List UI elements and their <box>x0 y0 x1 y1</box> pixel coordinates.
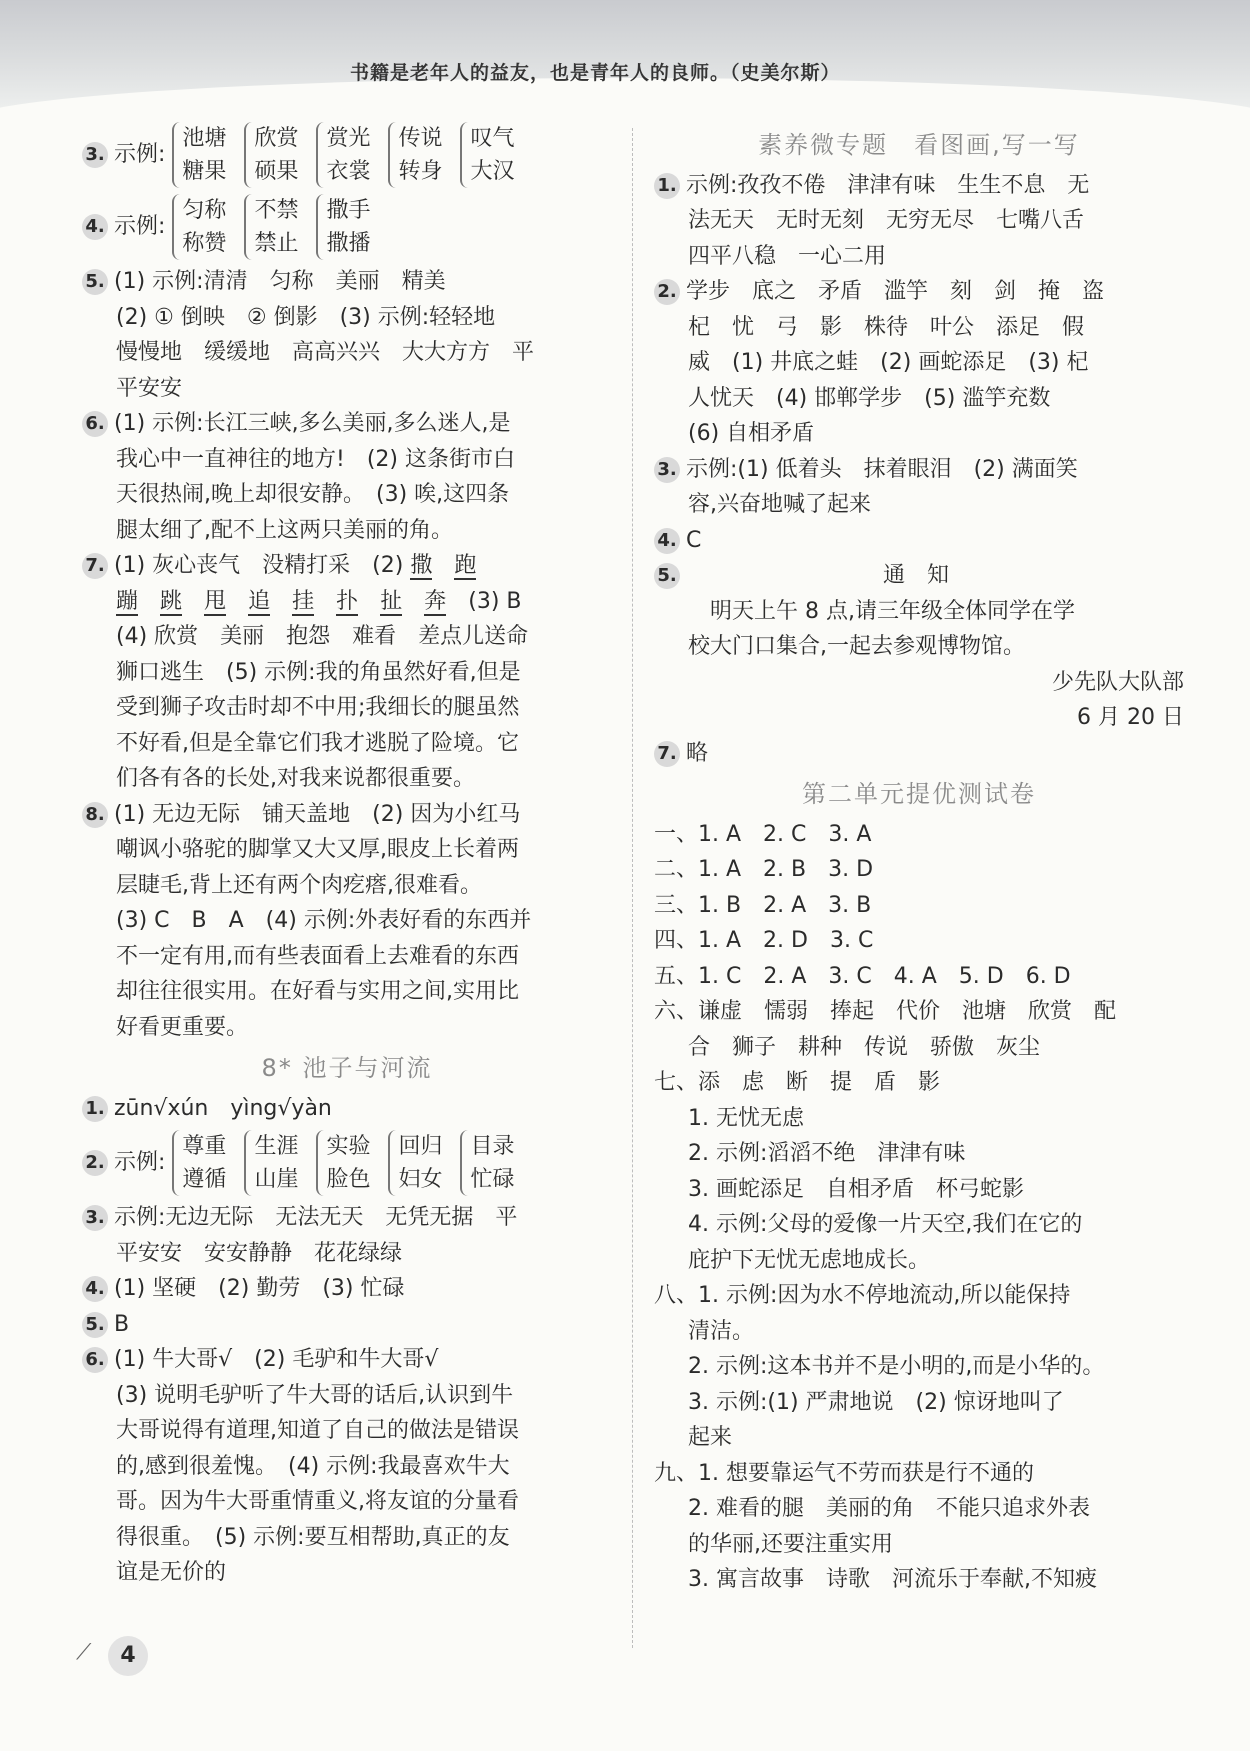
answer-line: 平安安 安安静静 花花绿绿 <box>116 1240 403 1266</box>
question-number: 7. <box>654 741 680 767</box>
answer-line: 不好看,但是全靠它们我才逃脱了险境。它 <box>116 730 519 756</box>
question-5 <box>82 264 612 406</box>
answer-line: 示例:无边无际 无法无天 无凭无据 平 <box>114 1205 518 1230</box>
answer-line: 的华丽,还要注重实用 <box>688 1531 893 1557</box>
word-pair: 目录 忙碌 <box>460 1130 514 1196</box>
notice-body-line: 明天上午 8 点,请三年级全体同学在学 <box>710 598 1075 624</box>
topic-question-5 <box>654 558 1184 736</box>
question-number: 8. <box>82 802 108 828</box>
answer-line: 人忧天 (4) 邯郸学步 (5) 滥竽充数 <box>688 385 1051 411</box>
question-number: 4. <box>82 214 108 240</box>
answer-line: 容,兴奋地喊了起来 <box>688 492 871 517</box>
notice-date: 6 月 20 日 <box>1077 705 1184 730</box>
word-pair: 回归 妇女 <box>388 1130 442 1196</box>
answer-line: (1) 坚硬 (2) 勤劳 (3) 忙碌 <box>114 1276 405 1301</box>
answer-line: 平安安 <box>116 375 183 401</box>
word-pair: 传说 转身 <box>388 122 442 188</box>
question-number: 2. <box>82 1150 108 1176</box>
test-section: 五、1. C 2. A 3. C 4. A 5. D 6. D <box>654 963 1071 989</box>
answer-line: (1) 灰心丧气 没精打采 (2) <box>114 553 404 578</box>
question-number: 5. <box>82 269 108 295</box>
question-number: 6. <box>82 411 108 437</box>
header-quote: 书籍是老年人的益友，也是青年人的良师。（史美尔斯） <box>350 62 841 84</box>
answer-line: 大哥说得有道理,知道了自己的做法是错误 <box>116 1418 519 1443</box>
page-number-decoration-icon: ⟋ <box>76 1640 92 1665</box>
answer-line: 法无天 无时无刻 无穷无尽 七嘴八舌 <box>688 208 1085 233</box>
test-section-six: 六、谦虚 懦弱 捧起 代价 池塘 欣赏 配 合 狮子 耕种 传说 骄傲 灰尘 <box>654 994 1184 1065</box>
answer-line: B <box>114 1311 130 1337</box>
answer-line: 学步 底之 矛盾 滥竽 刻 剑 掩 盗 <box>686 279 1105 304</box>
answer-line: 层睫毛,背上还有两个肉疙瘩,很难看。 <box>116 872 482 898</box>
right-column <box>654 122 1184 1598</box>
answer-line: 狮口逃生 (5) 示例:我的角虽然好看,但是 <box>116 659 521 685</box>
word-pair: 匀称 称赞 <box>172 194 226 260</box>
topic-question-2 <box>654 274 1184 452</box>
answer-line: 天很热闹,晚上却很安静。 (3) 唉,这四条 <box>116 482 510 507</box>
answer-line: 嘲讽小骆驼的脚掌又大又厚,眼皮上长着两 <box>116 837 519 862</box>
answer-line: (1) 示例:长江三峡,多么美丽,多么迷人,是 <box>114 411 511 436</box>
answer-line: 示例:孜孜不倦 津津有味 生生不息 无 <box>686 172 1090 198</box>
answer-line: (1) 示例:清清 匀称 美丽 精美 <box>114 269 446 294</box>
topic-question-1 <box>654 168 1184 275</box>
question-number: 1. <box>82 1096 108 1122</box>
question-number: 5. <box>82 1312 108 1338</box>
question-number: 4. <box>654 528 680 554</box>
answer-line: 2. 难看的腿 美丽的角 不能只追求外表 <box>688 1496 1090 1521</box>
test-section: 四、1. A 2. D 3. C <box>654 928 874 953</box>
answer-line: 的,感到很羞愧。 (4) 示例:我最喜欢牛大 <box>116 1453 510 1479</box>
word-pair: 叹气 大汉 <box>460 122 514 188</box>
topic-title: 素养微专题 看图画,写一写 <box>758 131 1080 159</box>
answer-line: 起来 <box>688 1425 733 1450</box>
answer-line: 3. 示例:(1) 严肃地说 (2) 惊讶地叫了 <box>688 1389 1064 1415</box>
answer-line: 得很重。 (5) 示例:要互相帮助,真正的友 <box>116 1524 510 1550</box>
page-number: 4 <box>108 1636 148 1676</box>
topic-question-3 <box>654 452 1184 523</box>
column-divider <box>632 128 633 1648</box>
pinyin-answer: zūn√xún yìng√yàn <box>114 1095 332 1121</box>
answer-line: (3) C B A (4) 示例:外表好看的东西并 <box>116 908 532 933</box>
question-number: 5. <box>654 563 680 589</box>
verb-line: 蹦 跳 甩 追 挂 扑 扯 奔 (3) B <box>116 588 522 614</box>
test-section-nine: 九、1. 想要靠运气不劳而获是行不通的 2. 难看的腿 美丽的角 不能只追求外表 的华丽,还要注重实用 3. 寓言故事 诗歌 河流乐于奉献,不知疲 <box>654 1456 1184 1598</box>
example-label: 示例: <box>114 1150 166 1175</box>
answer-line: 清洁。 <box>688 1318 755 1344</box>
answer-line: 慢慢地 缓缓地 高高兴兴 大大方方 平 <box>116 340 535 365</box>
word-pair: 尊重 遵循 <box>172 1130 226 1196</box>
left-column <box>82 122 612 1591</box>
answer-line: 腿太细了,配不上这两只美丽的角。 <box>116 517 453 543</box>
question-3 <box>82 122 612 188</box>
question-number: 6. <box>82 1347 108 1373</box>
question-6 <box>82 406 612 548</box>
s8-question-2 <box>82 1130 612 1196</box>
word-pair: 赏光 衣裳 <box>316 122 370 188</box>
question-number: 4. <box>82 1276 108 1302</box>
question-7 <box>82 548 612 797</box>
word-pair: 撒手 撒播 <box>316 194 370 260</box>
word-pair: 不禁 禁止 <box>244 194 298 260</box>
s8-question-1 <box>82 1091 612 1127</box>
answer-line: (1) 牛大哥√ (2) 毛驴和牛大哥√ <box>114 1347 439 1372</box>
question-number: 3. <box>82 1205 108 1231</box>
notice-heading: 通 知 <box>882 563 949 588</box>
answer-line: C <box>686 527 702 553</box>
answer-line: 我心中一直神往的地方! (2) 这条街市白 <box>116 446 515 472</box>
test-section: 二、1. A 2. B 3. D <box>654 857 874 882</box>
test-section: 一、1. A 2. C 3. A <box>654 821 872 847</box>
answer-line: 合 狮子 耕种 传说 骄傲 灰尘 <box>688 1034 1041 1060</box>
section-title: 8* 池子与河流 <box>261 1054 433 1082</box>
question-number: 1. <box>654 173 680 199</box>
test-section-eight: 八、1. 示例:因为水不停地流动,所以能保持 清洁。 2. 示例:这本书并不是小明的,而是小华的。 3. 示例:(1) 严肃地说 (2) 惊讶地叫了 起来 <box>654 1278 1184 1456</box>
answer-line: 哥。因为牛大哥重情重义,将友谊的分量看 <box>116 1489 519 1514</box>
answer-line: 威 (1) 井底之蛙 (2) 画蛇添足 (3) 杞 <box>688 350 1089 375</box>
answer-line: (1) 无边无际 铺天盖地 (2) 因为小红马 <box>114 801 521 827</box>
s8-question-4 <box>82 1271 612 1307</box>
question-4 <box>82 194 612 260</box>
word-pair: 池塘 糖果 <box>172 122 226 188</box>
answer-line: 好看更重要。 <box>116 1014 249 1040</box>
s8-question-6 <box>82 1342 612 1591</box>
answer-line: 却往往很实用。在好看与实用之间,实用比 <box>116 979 519 1004</box>
word-pair: 实验 脸色 <box>316 1130 370 1196</box>
answer-line: (6) 自相矛盾 <box>688 421 815 446</box>
word-pair: 生涯 山崖 <box>244 1130 298 1196</box>
answer-line: 们各有各的长处,对我来说都很重要。 <box>116 766 475 791</box>
answer-line: 杞 忧 弓 影 株待 叶公 添足 假 <box>688 314 1085 340</box>
underlined-verb: 跑 <box>454 553 477 578</box>
answer-line: 1. 无忧无虑 <box>688 1105 804 1131</box>
answer-line: 四平八稳 一心二用 <box>688 243 887 269</box>
notice-signer: 少先队大队部 <box>1051 669 1184 695</box>
answer-line: (3) 说明毛驴听了牛大哥的话后,认识到牛 <box>116 1382 514 1408</box>
answer-line: 2. 示例:这本书并不是小明的,而是小华的。 <box>688 1354 1105 1379</box>
answer-line: 3. 寓言故事 诗歌 河流乐于奉献,不知疲 <box>688 1567 1097 1592</box>
question-number: 3. <box>82 142 108 168</box>
answer-line: 谊是无价的 <box>116 1560 227 1585</box>
answer-line: 2. 示例:滔滔不绝 津津有味 <box>688 1141 966 1166</box>
answer-line: (2) ① 倒映 ② 倒影 (3) 示例:轻轻地 <box>116 304 496 330</box>
answer-line: 庇护下无忧无虑地成长。 <box>688 1247 931 1273</box>
answer-line: (4) 欣赏 美丽 抱怨 难看 差点儿送命 <box>116 624 529 649</box>
answer-line: 4. 示例:父母的爱像一片天空,我们在它的 <box>688 1212 1083 1237</box>
test-section-seven: 七、添 虑 断 提 盾 影 1. 无忧无虑 2. 示例:滔滔不绝 津津有味 3. 画蛇添足 自相矛盾 杯弓蛇影 4. 示例:父母的爱像一片天空,我们在它的 庇护下无忧无虑地成长。 <box>654 1065 1184 1278</box>
example-label: 示例: <box>114 142 166 167</box>
question-number: 2. <box>654 279 680 305</box>
word-pair: 欣赏 硕果 <box>244 122 298 188</box>
question-number: 3. <box>654 457 680 483</box>
test-title: 第二单元提优测试卷 <box>802 780 1036 808</box>
answer-line: 受到狮子攻击时却不中用;我细长的腿虽然 <box>116 695 520 720</box>
underlined-verb: 撒 <box>410 553 433 578</box>
question-8 <box>82 797 612 1046</box>
test-section: 三、1. B 2. A 3. B <box>654 892 872 918</box>
topic-question-7 <box>654 736 1184 772</box>
answer-line: 3. 画蛇添足 自相矛盾 杯弓蛇影 <box>688 1176 1024 1202</box>
answer-line: 略 <box>686 740 709 766</box>
s8-question-3 <box>82 1200 612 1271</box>
answer-line: 示例:(1) 低着头 抹着眼泪 (2) 满面笑 <box>686 456 1078 482</box>
answer-line: 不一定有用,而有些表面看上去难看的东西 <box>116 943 519 969</box>
example-label: 示例: <box>114 214 166 239</box>
s8-question-5 <box>82 1307 612 1343</box>
question-number: 7. <box>82 553 108 579</box>
page-header <box>0 0 1250 112</box>
topic-question-4 <box>654 523 1184 559</box>
notice-body-line: 校大门口集合,一起去参观博物馆。 <box>688 634 1025 659</box>
